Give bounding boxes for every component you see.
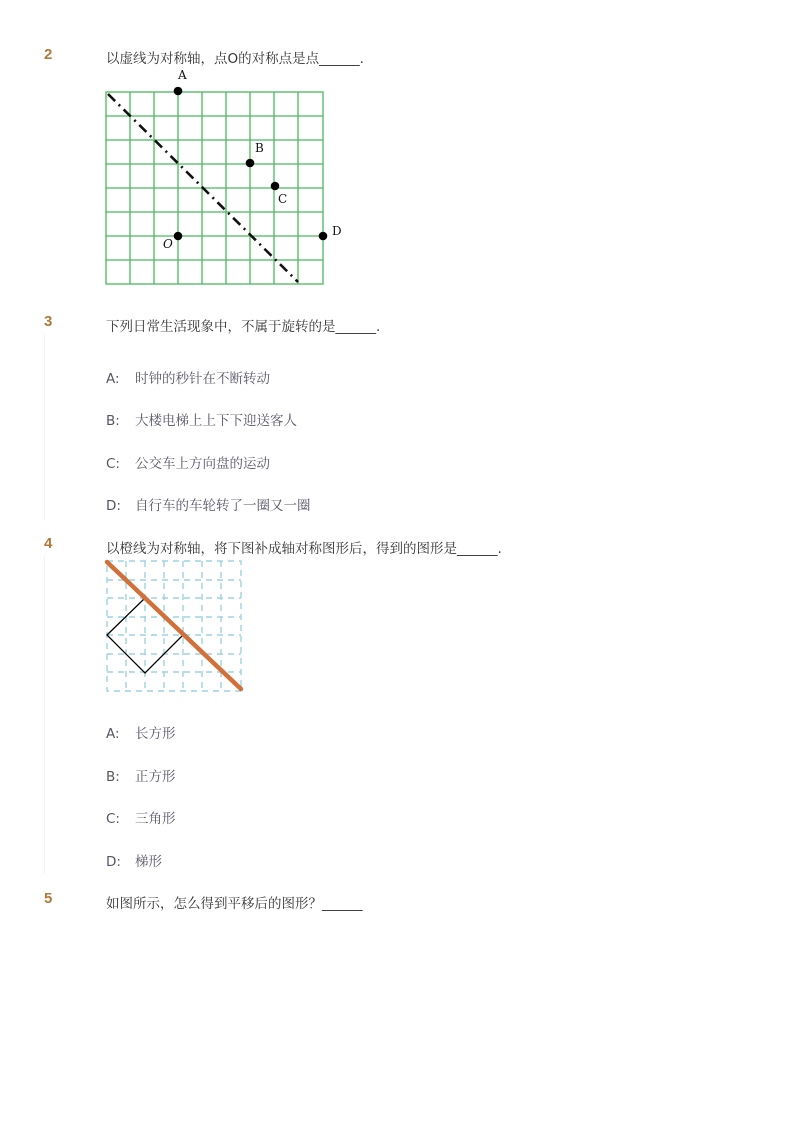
option-text: 长方形 [135,726,176,742]
option-letter: B: [106,413,120,429]
option-text: 正方形 [135,769,176,785]
option-text: 大楼电梯上上下下迎送客人 [135,413,297,429]
symmetry-grid-figure [100,68,360,293]
point-c [271,182,280,191]
option-letter: B: [106,769,120,785]
question-number: 4 [44,535,53,552]
point-b [246,159,255,168]
point-c-label: C [278,192,288,206]
question-number: 3 [44,313,53,330]
question-text: 下列日常生活现象中，不属于旋转的是______. [106,319,381,335]
question-divider [44,556,45,874]
option-letter: A: [106,371,120,387]
point-a [174,87,183,96]
option-b[interactable] [106,765,176,785]
question-text: 如图所示，怎么得到平移后的图形？______ [106,896,363,912]
option-text: 三角形 [135,811,176,827]
option-text: 自行车的车轮转了一圈又一圈 [135,498,311,514]
option-d[interactable] [106,850,162,870]
grid [106,92,323,284]
orange-symmetry-axis [107,562,241,689]
axis-symmetry-figure [100,556,250,698]
option-a[interactable] [106,722,176,742]
option-d[interactable] [106,494,311,514]
question-divider [44,334,45,520]
point-d-label: D [332,224,342,238]
point-d [319,232,328,241]
option-letter: A: [106,726,120,742]
option-letter: C: [106,456,120,472]
option-text: 时钟的秒针在不断转动 [135,371,270,387]
point-b-label: B [255,141,264,155]
option-b[interactable] [106,409,297,429]
option-letter: C: [106,811,120,827]
question-text: 以橙线为对称轴，将下图补成轴对称图形后，得到的图形是______. [106,541,502,557]
question-number: 5 [44,890,53,907]
point-a-label: A [178,68,187,82]
option-text: 梯形 [135,854,162,870]
option-c[interactable] [106,452,270,472]
option-text: 公交车上方向盘的运动 [135,456,270,472]
option-a[interactable] [106,367,270,387]
option-c[interactable] [106,807,176,827]
question-number: 2 [44,46,53,63]
point-o-label: O [163,237,173,251]
option-letter: D: [106,854,121,870]
question-text: 以虚线为对称轴，点O的对称点是点______. [106,51,364,67]
option-letter: D: [106,498,121,514]
point-o [174,232,183,241]
